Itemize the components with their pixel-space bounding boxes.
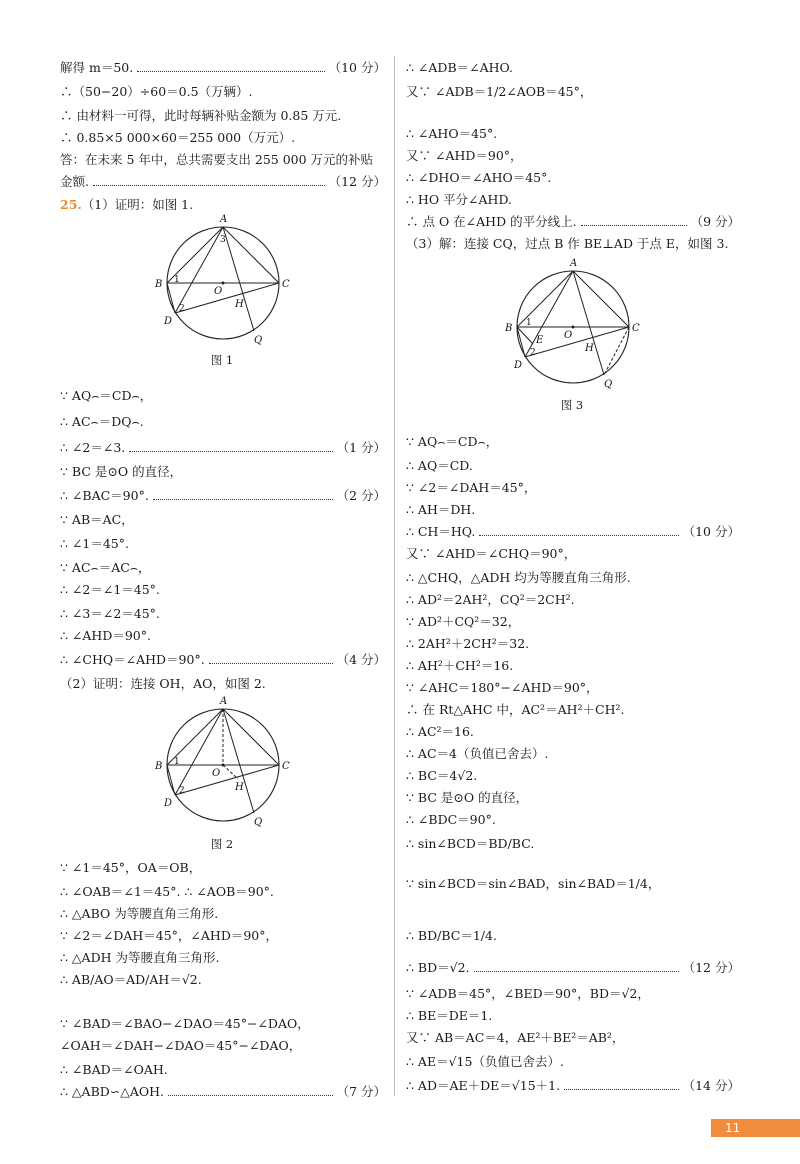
line-text: ∴ △ABO 为等腰直角三角形.: [60, 906, 219, 921]
line-text: ∴ AH²＋CH²＝16.: [406, 658, 514, 673]
line-text: ∴ ∠1＝45°.: [60, 536, 129, 551]
line-text: ∴ AB/AO＝AD/AH＝√2.: [60, 972, 202, 987]
line-text: ∴ ∠OAB＝∠1＝45°. ∴ ∠AOB＝90°.: [60, 884, 274, 899]
label-b: B: [505, 323, 513, 334]
line-text: ∴ ∠CHQ＝∠AHD＝90°.: [60, 652, 205, 667]
solution-line: [406, 1030, 624, 1046]
line-text: ∴ BD/BC＝1/4.: [406, 928, 497, 943]
solution-line: [406, 434, 498, 450]
dot-leader: [129, 450, 332, 452]
solution-line: [60, 84, 253, 100]
solution-line: [406, 836, 534, 852]
solution-line: [60, 414, 144, 430]
figure-2-caption: 图 2: [210, 837, 234, 851]
solution-line: [60, 972, 202, 988]
line-text: ∴ AC²＝16.: [406, 724, 474, 739]
solution-line: [406, 60, 513, 76]
dot-leader: [474, 970, 679, 972]
line-text: ∴ ∠ADB＝∠AHO.: [406, 60, 514, 75]
solution-line: [60, 582, 160, 598]
solution-line: [60, 130, 295, 146]
line-text: ∵ AB＝AC，: [60, 512, 134, 527]
dot-leader: [564, 1088, 679, 1090]
solution-line: [406, 1008, 492, 1024]
line-text: ∴ AD²＝2AH²，CQ²＝2CH².: [406, 592, 575, 607]
line-text: 又∵ ∠ADB＝1/2∠AOB＝45°，: [406, 84, 593, 99]
solution-line: [60, 464, 182, 480]
line-text: ∵ ∠AHC＝180°−∠AHD＝90°，: [406, 680, 599, 695]
line-text: 答：在未来 5 年中，总共需要支出 255 000 万元的补贴: [60, 152, 374, 167]
figure-3-caption: 图 3: [560, 398, 584, 412]
solution-line: [60, 174, 386, 190]
segment-ad: [525, 271, 573, 357]
solution-line: [60, 676, 266, 692]
segment-cq-dashed: [604, 327, 629, 375]
solution-line: [60, 1062, 168, 1078]
label-q: Q: [254, 817, 263, 827]
figure-1: [150, 210, 300, 345]
line-text: 解得 m＝50.: [60, 60, 134, 75]
solution-line: [60, 860, 201, 876]
solution-line: [60, 928, 278, 944]
label-q: Q: [604, 379, 613, 389]
solution-line: [406, 148, 523, 164]
line-text: （1）证明：如图 1.: [81, 197, 194, 212]
line-text: ∴ △ABD∽△AOH.: [60, 1084, 165, 1099]
score-label: （14 分）: [682, 1078, 740, 1093]
score-label: （1 分）: [336, 440, 386, 455]
line-text: 又∵ ∠AHD＝∠CHQ＝90°，: [406, 546, 577, 561]
label-a: A: [220, 214, 228, 225]
label-angle-2: 2: [179, 304, 185, 314]
score-label: （2 分）: [336, 488, 386, 503]
dot-leader: [153, 498, 333, 500]
solution-line: [406, 746, 548, 762]
line-text: ∴ AD＝AE＋DE＝√15＋1.: [406, 1078, 561, 1093]
question-number: 25.: [60, 197, 82, 212]
label-angle-1: 1: [526, 318, 532, 328]
line-text: 又∵ AB＝AC＝4，AE²＋BE²＝AB²，: [406, 1030, 625, 1045]
line-text: ∴ ∠BAC＝90°.: [60, 488, 149, 503]
solution-line: [406, 724, 474, 740]
line-text: ∵ ∠ADB＝45°，∠BED＝90°，BD＝√2，: [406, 986, 650, 1001]
solution-line: [60, 606, 160, 622]
dot-leader: [479, 534, 678, 536]
figure-1-caption: 图 1: [210, 353, 234, 367]
dot-leader: [209, 662, 333, 664]
solution-line: [406, 928, 497, 944]
line-text: （2）证明：连接 OH，AO，如图 2.: [60, 676, 266, 691]
line-text: ∵ sin∠BCD＝sin∠BAD，sin∠BAD＝1/4，: [406, 876, 661, 891]
solution-line: [406, 680, 599, 696]
solution-line: [60, 560, 151, 576]
line-text: ∴ 在 Rt△AHC 中，AC²＝AH²＋CH².: [406, 702, 625, 717]
line-text: （3）解：连接 CQ，过点 B 作 BE⊥AD 于点 E，如图 3.: [406, 236, 729, 251]
label-a: A: [220, 696, 228, 707]
solution-line: [60, 628, 151, 644]
line-text: ∴ ∠2＝∠1＝45°.: [60, 582, 160, 597]
line-text: ∴ 点 O 在∠AHD 的平分线上.: [406, 214, 577, 229]
line-text: ∴ △ADH 为等腰直角三角形.: [60, 950, 220, 965]
solution-line: [60, 536, 129, 552]
solution-line: [406, 192, 512, 208]
label-angle-2: 2: [179, 786, 185, 796]
score-label: （12 分）: [682, 960, 740, 975]
figure-3: [500, 254, 650, 389]
segment-dc: [175, 765, 279, 795]
solution-line: [406, 768, 477, 784]
line-text: ∴ 0.85×5 000×60＝255 000（万元）.: [60, 130, 296, 145]
line-text: ∴ 2AH²＋2CH²＝32.: [406, 636, 530, 651]
line-text: ∴ ∠DHO＝∠AHO＝45°.: [406, 170, 552, 185]
label-o: O: [564, 330, 573, 341]
solution-line: [60, 1038, 301, 1054]
solution-line: [60, 108, 341, 124]
solution-line: [406, 502, 475, 518]
column-divider: [394, 56, 395, 1096]
line-text: ∴ AC⌢＝DQ⌢.: [60, 414, 144, 429]
center-dot: [572, 326, 575, 329]
label-c: C: [282, 279, 290, 290]
solution-line: [60, 1016, 310, 1032]
label-b: B: [155, 761, 163, 772]
line-text: ∴ BD＝√2.: [406, 960, 470, 975]
figure-2: [150, 692, 300, 827]
line-text: ∴ 由材料一可得，此时每辆补贴金额为 0.85 万元.: [60, 108, 342, 123]
segment-oh-dashed: [223, 765, 238, 779]
label-d: D: [164, 316, 173, 327]
solution-line: [406, 546, 576, 562]
segment-ad: [175, 709, 223, 795]
score-label: （4 分）: [336, 652, 386, 667]
line-text: ∴ △CHQ，△ADH 均为等腰直角三角形.: [406, 570, 631, 585]
page-number: 11: [711, 1119, 800, 1137]
line-text: ∵ AQ⌢＝CD⌢，: [60, 388, 153, 403]
solution-line: [406, 170, 551, 186]
solution-line: [406, 702, 624, 718]
line-text: ∴ AH＝DH.: [406, 502, 476, 517]
line-text: ∴ ∠AHD＝90°.: [60, 628, 151, 643]
solution-line: [406, 236, 728, 252]
solution-line: [60, 152, 373, 168]
score-label: （9 分）: [690, 214, 740, 229]
line-text: ∴ BC＝4√2.: [406, 768, 478, 783]
line-text: ∴ ∠3＝∠2＝45°.: [60, 606, 160, 621]
label-h: H: [235, 782, 244, 793]
label-h: H: [585, 343, 594, 354]
solution-line: [60, 652, 386, 668]
solution-line: [60, 884, 274, 900]
label-angle-2: 2: [530, 348, 536, 358]
label-angle-1: 1: [174, 275, 180, 285]
line-text: ∵ AQ⌢＝CD⌢，: [406, 434, 499, 449]
label-c: C: [632, 323, 640, 334]
solution-line: [406, 570, 631, 586]
label-a: A: [570, 258, 578, 269]
solution-line: [406, 790, 528, 806]
dot-leader: [168, 1094, 333, 1096]
solution-line: [406, 658, 513, 674]
solution-line: [406, 214, 740, 230]
line-text: ∵ ∠2＝∠DAH＝45°，: [406, 480, 537, 495]
label-o: O: [214, 286, 223, 297]
solution-line: [406, 986, 650, 1002]
line-text: ∵ ∠BAD＝∠BAO−∠DAO＝45°−∠DAO，: [60, 1016, 310, 1031]
line-text: ∴ ∠2＝∠3.: [60, 440, 126, 455]
solution-line: [406, 480, 536, 496]
line-text: ∴（50−20）÷60＝0.5（万辆）.: [60, 84, 253, 99]
solution-line: [60, 1084, 386, 1100]
line-text: ∵ BC 是⊙O 的直径，: [60, 464, 183, 479]
line-text: ∴ HO 平分∠AHD.: [406, 192, 512, 207]
center-dot: [222, 282, 225, 285]
label-d: D: [164, 798, 173, 809]
score-label: （12 分）: [328, 174, 386, 189]
line-text: ∵ AC⌢＝AC⌢，: [60, 560, 151, 575]
line-text: ∴ ∠BAD＝∠OAH.: [60, 1062, 168, 1077]
line-text: ∴ ∠BDC＝90°.: [406, 812, 496, 827]
line-text: 金额.: [60, 174, 89, 189]
line-text: ∴ AQ＝CD.: [406, 458, 473, 473]
segment-dc: [175, 283, 279, 313]
solution-line: [406, 960, 740, 976]
solution-line: [60, 60, 386, 76]
label-e: E: [536, 335, 544, 346]
label-angle-1: 1: [174, 757, 180, 767]
line-text: ∴ AE＝√15（负值已舍去）.: [406, 1054, 564, 1069]
line-text: 又∵ ∠AHD＝90°，: [406, 148, 523, 163]
solution-line: [60, 512, 134, 528]
line-text: ∵ ∠2＝∠DAH＝45°，∠AHD＝90°，: [60, 928, 279, 943]
line-text: ∴ sin∠BCD＝BD/BC.: [406, 836, 535, 851]
label-h: H: [235, 299, 244, 310]
solution-line: [406, 876, 660, 892]
label-q: Q: [254, 335, 263, 345]
solution-line: [406, 614, 520, 630]
line-text: ∵ BC 是⊙O 的直径，: [406, 790, 529, 805]
label-angle-3: 3: [220, 235, 226, 245]
label-b: B: [155, 279, 163, 290]
center-dot: [222, 764, 225, 767]
segment-ad: [175, 227, 223, 313]
line-text: ∴ AC＝4（负值已舍去）.: [406, 746, 549, 761]
solution-line: [60, 440, 386, 456]
segment-bd: [167, 765, 175, 795]
score-label: （10 分）: [328, 60, 386, 75]
line-text: ∠OAH＝∠DAH−∠DAO＝45°−∠DAO，: [60, 1038, 302, 1053]
label-c: C: [282, 761, 290, 772]
line-text: ∵ AD²＋CQ²＝32，: [406, 614, 521, 629]
score-label: （10 分）: [682, 524, 740, 539]
solution-line: [406, 524, 740, 540]
solution-line: [406, 126, 497, 142]
solution-line: [406, 812, 496, 828]
solution-line: [60, 950, 219, 966]
solution-line: [406, 458, 473, 474]
line-text: ∴ CH＝HQ.: [406, 524, 476, 539]
solution-line: [406, 1078, 740, 1094]
solution-line: [60, 906, 218, 922]
label-o: O: [212, 768, 221, 779]
solution-line: [406, 636, 529, 652]
solution-line: [60, 388, 152, 404]
score-label: （7 分）: [336, 1084, 386, 1099]
line-text: ∵ ∠1＝45°，OA＝OB，: [60, 860, 202, 875]
solution-line: [406, 1054, 564, 1070]
label-d: D: [514, 360, 523, 371]
solution-line: [406, 592, 575, 608]
line-text: ∴ ∠AHO＝45°.: [406, 126, 498, 141]
segment-bd: [167, 283, 175, 313]
solution-line: [406, 84, 592, 100]
dot-leader: [93, 184, 325, 186]
line-text: ∴ BE＝DE＝1.: [406, 1008, 493, 1023]
solution-line: [60, 488, 386, 504]
dot-leader: [581, 224, 687, 226]
dot-leader: [137, 70, 324, 72]
